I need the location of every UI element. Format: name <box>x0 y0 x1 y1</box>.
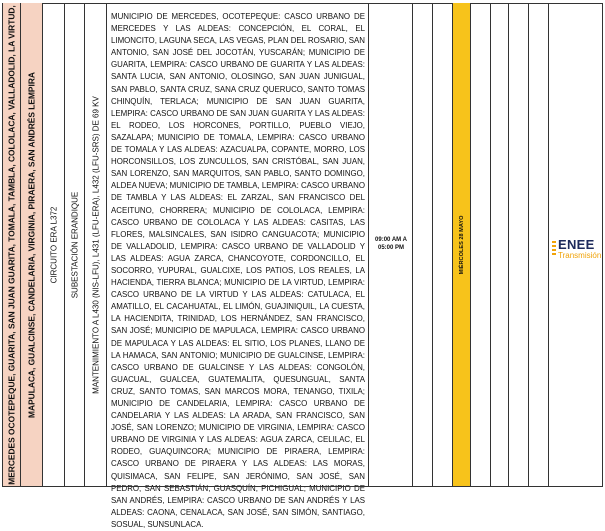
hours-end: 05:00 PM <box>377 245 404 251</box>
table-bottom-border <box>2 486 603 487</box>
logo-cell <box>548 3 603 486</box>
logo-subtitle: Transmisión <box>558 251 602 260</box>
substation-text: SUBESTACIÓN ERANDIQUE <box>70 191 79 298</box>
hours-start: 09:00 AM A <box>375 237 407 243</box>
zones-cell-2 <box>20 3 42 486</box>
enee-logo <box>552 237 604 261</box>
affected-areas-cell <box>106 3 368 529</box>
date-cell <box>452 3 470 486</box>
circuit-cell <box>42 3 64 486</box>
zones-text-line2: MAPULACA, GUALCINSE, CANDELARIA, VIRGINIA, PIRAERA, SAN ANDRÉS LEMPIRA <box>25 71 36 418</box>
logo-mark-icon <box>552 241 556 255</box>
substation-cell <box>64 3 84 486</box>
empty-cell-4 <box>490 3 508 486</box>
empty-cell-3 <box>470 3 490 486</box>
empty-cell-6 <box>528 3 548 486</box>
work-text: MANTENIMIENTO A L430 (NIS-LFU), L431 (LFU-ERA), L432 (LFU-SRS) DE 69 KV <box>91 95 100 394</box>
work-cell <box>84 3 106 486</box>
date-text: MIÉRCOLES 28 MAYO <box>458 215 465 274</box>
logo-name: ENEE <box>558 237 595 252</box>
empty-cell-2 <box>432 3 452 486</box>
hours-text <box>371 236 411 252</box>
affected-areas-text: MUNICIPIO DE MERCEDES, OCOTEPEQUE: CASCO URBANO DE MERCEDES Y LAS ALDEAS: CONCEPCIÓN, EL CORAL, EL LIMONCITO, LAGUNA SECA, LAS VEGAS, PLAN DEL ROSARIO, SAN ANTONIO, SAN JOSÉ DEL JOCOTÁN, YUSCARÁN; MUNICIPIO DE GUARITA, LEMPIRA: CASCO URBANO DE GUARITA Y LAS ALDEAS: SANTA LUCIA, SAN ANTONIO, OLOSINGO, SAN JUAN JUNIGUAL, SAN PABLO, SANTA CRUZ, SANA CRUZ QUERUCO, SANTO TOMAS CHINQUÍN, TERLACA; MUNICIPIO DE SAN JUAN GUARITA, LEMPIRA: CASCO URBANO DE SAN JUAN GUARITA Y LAS ALDEAS: EL RODEO, LOS HORCONES, PORTILLO, PUEBLO VIEJO, SAZALAPA; MUNICIPIO DE TOMALA, LEMPIRA: CASCO URBANO DE TOMALA Y LAS ALDEAS: AZACUALPA, COPANTE, MORRO, LOS HORCONSILLOS, LOS ZUNCULLOS, SAN CRISTÓBAL, SAN JUAN, SAN LORENZO, SAN MARQUITOS, SAN PABLO, SANTO DOMINGO, ALDEA NUEVA; MUNICIPIO DE TAMBLA, LEMPIRA: CASCO URBANO DE TAMBLA Y LAS ALDEAS: EL ZARZAL, SAN FRANCISCO DEL ACEITUNO, CHORRERA; MUNICIPIO DE COLOLACA, LEMPIRA: CASCO URBANO DE COLOLACA Y LAS ALDEAS: CASITAS, LAS FLORES, MALSINCALES, SAN ISIDRO CANGUACOTA; MUNICIPIO DE VALLADOLID, LEMPIRA: CASCO URBANO DE VALLADOLID Y LAS ALDEAS: AGUA ZARCA, CHANCOYOTE, CORDONCILLO, EL SOCORRO, YUPURAL, GUALCIXE, LOS PATIOS, LOS REALES, LA HACIENDA, TIERRA BLANCA; MUNICIPIO DE LA VIRTUD, LEMPIRA: CASCO URBANO DE LA VIRTUD Y LAS ALDEAS: CATULACA, EL AMATILLO, EL CACAHUATAL, EL LIMÓN, GUAJINIQUIL, LA CUESTA, LA HACIENDITA, TRINIDAD, LOS HERNÁNDEZ, SAN FRANCISCO, SAN JOSÉ; MUNICIPIO DE MAPULACA, LEMPIRA: CASCO URBANO DE MAPULACA Y LAS ALDEAS: EL SITIO, LOS PLANES, LLANO DE LA HAMACA, SAN ANTONIO; MUNICIPIO DE GUALCINSE, LEMPIRA: CASCO URBANO DE GUALCINSE Y LAS ALDEAS: CONGOLÓN, GUACUAL, GUALCEA, GUATEMALITA, QUESUNGUAL, SANTA CRUZ, SANTO TOMAS, SAN MARCOS MORA, TENANGO, TIXILA; MUNICIPIO DE CANDELARIA, LEMPIRA: CASCO URBANO DE CANDELARIA Y LAS ALDEAS: LA ARADA, SAN FRANCISCO, SAN JOSÉ, SAN LORENZO; MUNICIPIO DE VIRGINIA, LEMPIRA: CASCO URBANO DE VIRGINIA Y LAS ALDEAS: AGUA ZARCA, CELILAC, EL RODEO, GUAQUINCORA; MUNICIPIO DE PIRAERA, LEMPIRA: CASCO URBANO DE PIRAERA Y LAS ALDEAS: LAS MORAS, QUISIMACA, SAN FELIPE, SAN JERÓNIMO, SAN JOSÉ, SAN PEDRO, SAN SEBASTIÁN, GUASQUÍN, PICHIGUAL; MUNICIPIO DE SAN ANDRÉS, LEMPIRA: CASCO URBANO DE SAN ANDRÉS Y LAS ALDEAS: CAONA, CENALACA, SAN JOSÉ, SAN SIMÓN, SANTIAGO, SOSUAL, SUNSUNLACA. <box>111 12 365 529</box>
circuit-text: CIRCUITO ERA L372 <box>49 206 58 283</box>
hours-cell <box>368 3 412 486</box>
empty-cell-1 <box>412 3 432 486</box>
zones-cell-1 <box>2 3 20 486</box>
empty-cell-5 <box>508 3 528 486</box>
zones-text-line1: MERCEDES OCOTEPEQUE, GUARITA, SAN JUAN GUARITA, TOMALA, TAMBLA, COLOLACA, VALLADOLID, LA VIRTUD, <box>5 4 16 485</box>
